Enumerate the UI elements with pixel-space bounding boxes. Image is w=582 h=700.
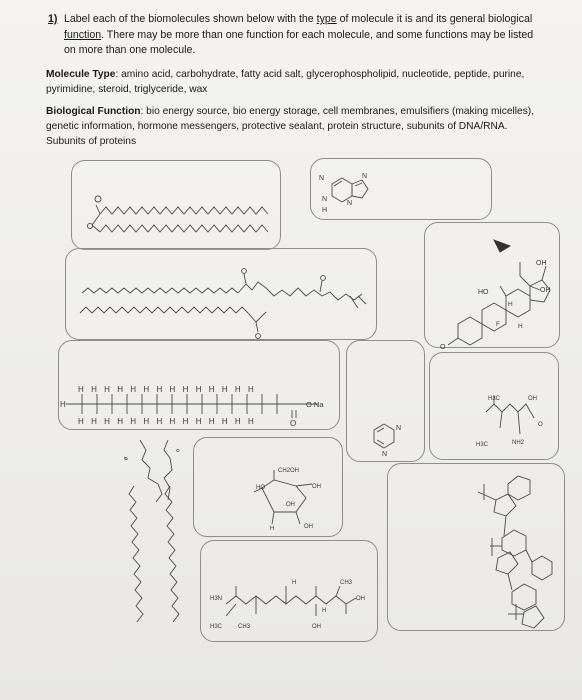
peptide-h3c: H3C — [210, 624, 223, 630]
amino-acid-nh2: NH2 — [512, 440, 525, 446]
question-text-1: Label each of the biomolecules shown below with the — [64, 13, 317, 25]
glycerophospholipid-structure — [124, 440, 180, 622]
steroid-structure — [440, 240, 551, 351]
peptide-structure — [210, 580, 365, 630]
peptide-oh2: OH — [356, 596, 365, 602]
steroid-h1: H — [508, 301, 513, 308]
purine-structure — [319, 173, 368, 214]
question-text-3: . There may be more than one function for each molecule, and some functions may be listed on more than one molecule. — [64, 28, 534, 56]
purine-n3: N — [347, 200, 353, 207]
carbohydrate-structure — [254, 468, 321, 532]
steroid-oh-side: OH — [540, 287, 551, 294]
triglyceride-structure — [80, 269, 366, 339]
carbohydrate-h: H — [270, 526, 275, 532]
amino-acid-h3c: H3C — [488, 396, 501, 402]
peptide-ch3-2: CH3 — [238, 624, 251, 630]
amino-acid-o: O — [538, 422, 543, 428]
carbohydrate-ho: HO — [256, 485, 265, 491]
steroid-ho: HO — [478, 289, 489, 296]
biological-function-label: Biological Function — [46, 106, 141, 117]
carbohydrate-oh1: OH — [312, 484, 321, 490]
steroid-h2: H — [518, 323, 523, 330]
nucleotide-structure — [478, 476, 552, 628]
svg-text:ᴑ: ᴑ — [176, 448, 180, 454]
peptide-ch3-1: CH3 — [340, 580, 353, 586]
amino-acid-structure — [476, 396, 543, 448]
peptide-h2: H — [322, 608, 327, 614]
molecule-type-options: : amino acid, carbohydrate, fatty acid salt, glycerophospholipid, nucleotide, peptide, purine, pyrimidine, steroid, triglyceride, wax — [46, 69, 525, 95]
fatty-acid-salt-structure — [60, 385, 324, 428]
svg-text:H: H — [60, 400, 66, 409]
carbohydrate-oh2: OH — [286, 502, 295, 508]
question-function-word: function — [64, 28, 102, 41]
svg-text:HHHHHHHHHHHHHH: HHHHHHHHHHHHHH — [78, 417, 262, 426]
svg-text:HHHHHHHHHHHHHH: HHHHHHHHHHHHHH — [78, 385, 262, 394]
pyrimidine-n2: N — [382, 451, 388, 458]
question-type-word: type — [316, 13, 337, 25]
peptide-oh1: OH — [312, 624, 321, 630]
peptide-h3n: H3N — [210, 596, 223, 602]
question-text-2: of molecule it is and its general biological — [336, 13, 533, 25]
svg-text:ᴓ: ᴓ — [124, 456, 128, 462]
steroid-f: F — [496, 321, 500, 328]
peptide-h1: H — [292, 580, 297, 586]
purine-n2: N — [362, 173, 368, 180]
carbohydrate-oh3: OH — [304, 524, 313, 530]
wax-structure — [87, 196, 268, 232]
svg-text:O: O — [290, 419, 297, 428]
purine-nh: N — [322, 196, 328, 203]
steroid-oh-top: OH — [536, 260, 547, 267]
amino-acid-h3c-2: H3C — [476, 442, 489, 448]
fatty-acid-salt-terminal: O Na — [306, 400, 324, 409]
purine-h: H — [322, 207, 328, 214]
pyrimidine-structure — [374, 424, 401, 458]
molecule-type-label: Molecule Type — [46, 69, 116, 80]
question-number: 1) — [48, 13, 58, 25]
purine-n1: N — [319, 175, 325, 182]
biological-function-options: : bio energy source, bio energy storage, cell membranes, emulsifiers (making micelles), genetic information, hormone messengers, protective sealant, protein structure, subunits of DNA/RNA. Subunits of proteins — [46, 106, 535, 147]
amino-acid-oh: OH — [528, 396, 537, 402]
pyrimidine-n1: N — [396, 425, 402, 432]
carbohydrate-ch2oh: CH2OH — [278, 468, 300, 474]
steroid-o: O — [440, 344, 446, 351]
